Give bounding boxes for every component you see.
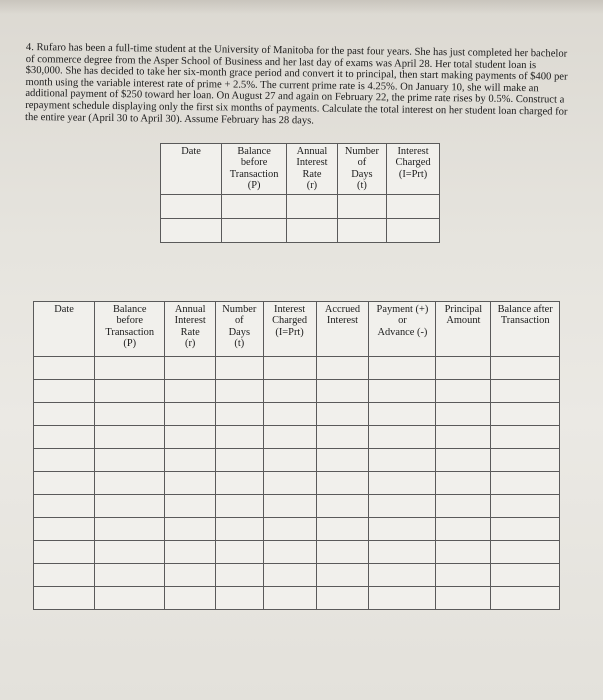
table-cell[interactable] [337, 195, 386, 219]
table-cell[interactable] [316, 495, 369, 518]
schedule-table-row [34, 541, 560, 564]
table-cell[interactable] [34, 518, 95, 541]
table-cell[interactable] [216, 357, 264, 380]
table-cell[interactable] [34, 587, 95, 610]
interest-table-header-row [161, 144, 440, 195]
table-cell[interactable] [316, 357, 369, 380]
table-cell[interactable] [316, 449, 369, 472]
problem-statement [25, 42, 574, 130]
table-cell[interactable] [369, 518, 436, 541]
table-cell[interactable] [95, 564, 165, 587]
table-cell[interactable] [216, 403, 264, 426]
table-cell[interactable] [491, 564, 560, 587]
table-cell[interactable] [216, 541, 264, 564]
table-cell[interactable] [95, 495, 165, 518]
header-accrued-interest: Accrued Interest [316, 302, 369, 357]
table-cell[interactable] [337, 219, 386, 243]
table-cell[interactable] [165, 403, 216, 426]
table-cell[interactable] [316, 426, 369, 449]
table-cell[interactable] [316, 472, 369, 495]
table-cell[interactable] [263, 449, 316, 472]
schedule-table-body [34, 357, 560, 610]
interest-table-body [161, 195, 440, 243]
table-cell[interactable] [95, 449, 165, 472]
table-cell[interactable] [165, 357, 216, 380]
table-cell[interactable] [216, 449, 264, 472]
table-cell[interactable] [165, 541, 216, 564]
schedule-table-row [34, 495, 560, 518]
table-cell[interactable] [222, 219, 287, 243]
table-cell[interactable] [34, 495, 95, 518]
interest-table-row [161, 195, 440, 219]
header-principal-amount: Principal Amount [436, 302, 491, 357]
header-payment-advance: Payment (+) or Advance (-) [369, 302, 436, 357]
table-cell[interactable] [34, 426, 95, 449]
table-cell[interactable] [95, 541, 165, 564]
interest-table-row [161, 219, 440, 243]
repayment-schedule-table [33, 301, 560, 610]
schedule-table-row [34, 518, 560, 541]
table-cell[interactable] [34, 449, 95, 472]
header-interest-charged: Interest Charged (I=Prt) [387, 144, 440, 195]
table-cell[interactable] [369, 449, 436, 472]
schedule-table-row [34, 449, 560, 472]
table-cell[interactable] [436, 426, 491, 449]
table-cell[interactable] [34, 380, 95, 403]
table-cell[interactable] [263, 357, 316, 380]
table-cell[interactable] [369, 495, 436, 518]
page-top-shadow [0, 0, 603, 14]
table-cell[interactable] [316, 564, 369, 587]
schedule-table-row [34, 472, 560, 495]
table-cell[interactable] [216, 495, 264, 518]
table-cell[interactable] [436, 449, 491, 472]
table-cell[interactable] [436, 357, 491, 380]
table-cell[interactable] [263, 564, 316, 587]
table-cell[interactable] [216, 426, 264, 449]
table-cell[interactable] [491, 449, 560, 472]
table-cell[interactable] [387, 219, 440, 243]
table-cell[interactable] [95, 426, 165, 449]
table-cell[interactable] [436, 564, 491, 587]
table-cell[interactable] [316, 541, 369, 564]
table-cell[interactable] [34, 357, 95, 380]
table-cell[interactable] [491, 380, 560, 403]
table-cell[interactable] [287, 195, 338, 219]
header-date: Date [161, 144, 222, 195]
table-cell[interactable] [263, 587, 316, 610]
interest-table [160, 143, 440, 243]
problem-text: 4. Rufaro has been a full-time student at the University of Manitoba for the past four years. She has just completed her bachelor of commerce degree from the Asper School of Business and her last day of exams was April 28. Her total student loan is $30,000. She has decided to take her six-month grace period and convert it to principal, then start making payments of $400 per month using the variable interest rate of prime + 2.5%. The current prime rate is 4.25%. On January 10, she will make an additional payment of $250 toward her loan. On August 27 and again on February 22, the prime rate rises by 0.5%. Construct a repayment schedule displaying only the first six months of payments. Calculate the total interest on her student loan charged for the entire year (April 30 to April 30). Assume February has 28 days. [25, 42, 568, 127]
table-cell[interactable] [491, 472, 560, 495]
header-balance-before: Balance before Transaction (P) [222, 144, 287, 195]
table-cell[interactable] [436, 587, 491, 610]
table-cell[interactable] [436, 495, 491, 518]
table-cell[interactable] [165, 449, 216, 472]
table-cell[interactable] [165, 495, 216, 518]
table-cell[interactable] [263, 518, 316, 541]
table-cell[interactable] [34, 541, 95, 564]
header-balance-after: Balance after Transaction [491, 302, 560, 357]
table-cell[interactable] [316, 518, 369, 541]
table-cell[interactable] [165, 380, 216, 403]
header-number-days: Number of Days (t) [337, 144, 386, 195]
table-cell[interactable] [95, 518, 165, 541]
table-cell[interactable] [161, 195, 222, 219]
table-cell[interactable] [34, 564, 95, 587]
table-cell[interactable] [436, 472, 491, 495]
table-cell[interactable] [165, 564, 216, 587]
table-cell[interactable] [263, 380, 316, 403]
table-cell[interactable] [436, 403, 491, 426]
schedule-table-row [34, 380, 560, 403]
table-cell[interactable] [316, 587, 369, 610]
header-number-days: Number of Days (t) [216, 302, 264, 357]
schedule-table-row [34, 587, 560, 610]
header-interest-charged: Interest Charged (I=Prt) [263, 302, 316, 357]
table-cell[interactable] [491, 403, 560, 426]
table-cell[interactable] [491, 541, 560, 564]
table-cell[interactable] [263, 541, 316, 564]
table-cell[interactable] [369, 403, 436, 426]
table-cell[interactable] [287, 219, 338, 243]
table-cell[interactable] [165, 518, 216, 541]
table-cell[interactable] [216, 587, 264, 610]
table-cell[interactable] [34, 403, 95, 426]
schedule-table-row [34, 403, 560, 426]
table-cell[interactable] [436, 518, 491, 541]
table-cell[interactable] [216, 518, 264, 541]
header-annual-rate: Annual Interest Rate (r) [287, 144, 338, 195]
table-cell[interactable] [263, 495, 316, 518]
table-cell[interactable] [165, 426, 216, 449]
table-cell[interactable] [369, 357, 436, 380]
header-date: Date [34, 302, 95, 357]
schedule-table-row [34, 357, 560, 380]
table-cell[interactable] [222, 195, 287, 219]
table-cell[interactable] [369, 541, 436, 564]
schedule-table-row [34, 564, 560, 587]
table-cell[interactable] [263, 472, 316, 495]
table-cell[interactable] [165, 587, 216, 610]
table-cell[interactable] [95, 587, 165, 610]
table-cell[interactable] [369, 587, 436, 610]
table-cell[interactable] [491, 518, 560, 541]
table-cell[interactable] [491, 357, 560, 380]
header-balance-before: Balance before Transaction (P) [95, 302, 165, 357]
table-cell[interactable] [95, 403, 165, 426]
table-cell[interactable] [491, 587, 560, 610]
table-cell[interactable] [216, 380, 264, 403]
table-cell[interactable] [369, 564, 436, 587]
table-cell[interactable] [165, 472, 216, 495]
header-annual-rate: Annual Interest Rate (r) [165, 302, 216, 357]
table-cell[interactable] [369, 380, 436, 403]
table-cell[interactable] [95, 472, 165, 495]
table-cell[interactable] [369, 426, 436, 449]
table-cell[interactable] [491, 495, 560, 518]
table-cell[interactable] [216, 472, 264, 495]
table-cell[interactable] [316, 403, 369, 426]
schedule-table-row [34, 426, 560, 449]
table-cell[interactable] [161, 219, 222, 243]
table-cell[interactable] [263, 403, 316, 426]
table-cell[interactable] [95, 357, 165, 380]
table-cell[interactable] [436, 541, 491, 564]
schedule-header-row [34, 302, 560, 357]
table-cell[interactable] [34, 472, 95, 495]
table-cell[interactable] [95, 380, 165, 403]
table-cell[interactable] [263, 426, 316, 449]
table-cell[interactable] [316, 380, 369, 403]
table-cell[interactable] [216, 564, 264, 587]
table-cell[interactable] [436, 380, 491, 403]
table-cell[interactable] [491, 426, 560, 449]
table-cell[interactable] [387, 195, 440, 219]
table-cell[interactable] [369, 472, 436, 495]
